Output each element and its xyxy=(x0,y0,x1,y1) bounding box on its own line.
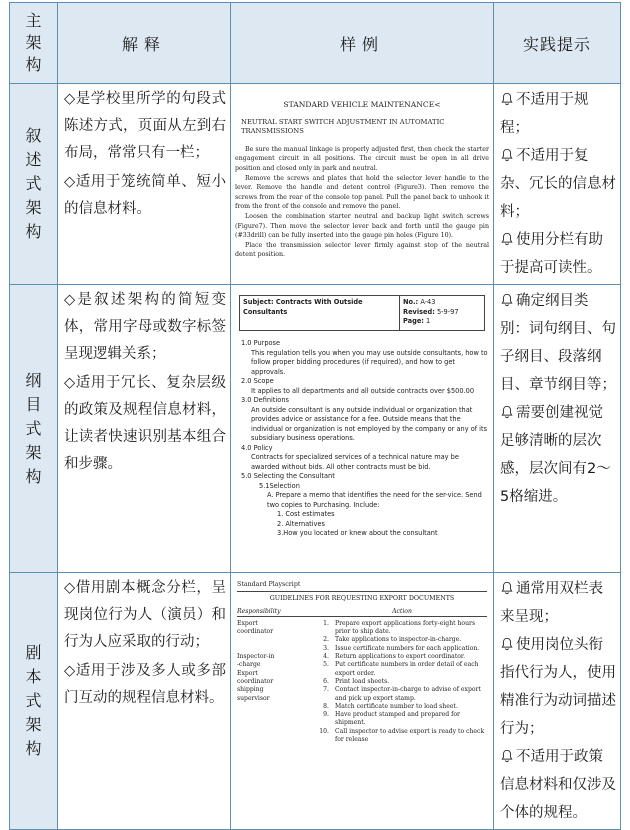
step-text: Print load sheets. xyxy=(335,677,390,685)
outline-line: 1. Cost estimates xyxy=(277,510,335,518)
row-title xyxy=(10,84,58,285)
column-headers xyxy=(237,608,487,617)
tips-cell xyxy=(494,84,621,285)
step-number: 5. xyxy=(323,661,329,669)
explanation-cell xyxy=(58,285,231,573)
tip-item xyxy=(500,743,616,827)
tip-item xyxy=(500,631,616,743)
action-column xyxy=(317,620,487,744)
action-step xyxy=(317,645,487,653)
row-title-char: 架 xyxy=(25,198,42,217)
explanation-point: ◇是学校里所学的句段式陈述方式，页面从左到右布局，常常只有一栏； xyxy=(64,91,226,161)
action-step xyxy=(317,661,487,678)
meta-page xyxy=(403,317,481,327)
playscript-body xyxy=(237,620,487,744)
explanation-point: ◇适用于冗长、复杂层级的政策及规程信息材料，让读者快速识别基本组合和步骤。 xyxy=(64,375,226,472)
action-header: Action xyxy=(392,607,412,615)
responsibility-line: shipping xyxy=(237,686,264,694)
meta-revised xyxy=(403,308,481,318)
step-number: 8. xyxy=(323,702,329,710)
explanation-point: ◇适用于涉及多人或多部门互动的规程信息材料。 xyxy=(64,663,226,706)
step-text: Take applications to inspector-in-charge. xyxy=(335,636,462,644)
row-title-char: 架 xyxy=(25,442,42,462)
bell-icon xyxy=(500,749,514,763)
outline-line: It applies to all departments and all outside contracts over $500.00 xyxy=(251,386,475,395)
step-number: 1. xyxy=(323,619,329,627)
responsibility-line xyxy=(237,645,317,653)
outline-line: 1.0 Purpose xyxy=(241,339,281,347)
subject-box xyxy=(239,295,485,331)
bell-icon xyxy=(500,92,514,106)
outline-example xyxy=(235,295,489,539)
row-title-char: 述 xyxy=(25,150,42,169)
action-step xyxy=(317,620,487,637)
row-title-char: 目 xyxy=(25,394,42,414)
row-title-char: 纲 xyxy=(25,370,42,390)
header-example: 样例 xyxy=(231,3,494,84)
outline-line: 3.How you located or knew about the consultant xyxy=(277,529,438,537)
comparison-table xyxy=(9,2,621,830)
tips-cell xyxy=(494,285,621,573)
tip-item xyxy=(500,575,616,631)
outline-line: 2.0 Scope xyxy=(241,377,274,385)
playscript-label: Standard Playscript xyxy=(237,581,487,592)
action-step xyxy=(317,653,487,661)
example-title: STANDARD VEHICLE MAINTENANCE< xyxy=(283,100,441,109)
example-paragraph: Place the transmission selector lever firmly against stop of the neutral detent position. xyxy=(235,241,489,259)
action-step xyxy=(317,711,487,728)
step-number: 10. xyxy=(319,727,329,735)
tip-text: 确定纲目类别：词句纲目、句子纲目、段落纲目、章节纲目等； xyxy=(500,293,616,393)
header-explanation: 解释 xyxy=(58,3,231,84)
responsibility-line: Export xyxy=(237,669,258,677)
step-number: 3. xyxy=(323,644,329,652)
outline-line: 2. Alternatives xyxy=(277,519,325,528)
tips-cell xyxy=(494,573,621,830)
step-number: 6. xyxy=(323,677,329,685)
row-title-char: 式 xyxy=(25,418,42,438)
row-title-char: 构 xyxy=(25,222,42,241)
responsibility-column xyxy=(237,620,317,744)
step-text: Contact inspector-in-charge to advise of export and pick up export stamp. xyxy=(335,686,481,702)
bell-icon xyxy=(500,148,514,162)
row-title-char: 构 xyxy=(25,466,42,486)
action-step xyxy=(317,678,487,686)
header-char: 构 xyxy=(25,55,42,74)
step-number: 9. xyxy=(323,711,329,719)
tip-item xyxy=(500,287,616,399)
bell-icon xyxy=(500,232,514,246)
outline-body xyxy=(235,339,489,539)
row-playscript xyxy=(10,573,621,830)
responsibility-line: Inspector-in xyxy=(237,653,275,661)
row-outline xyxy=(10,285,621,573)
responsibility-line: -charge xyxy=(237,661,261,669)
step-text: Have product stamped and prepared for shipment. xyxy=(335,711,460,727)
step-text: Call inspector to advise export is ready to check for release xyxy=(335,727,485,744)
tip-text: 通常用双栏表来呈现； xyxy=(500,581,603,625)
outline-line: 5.0 Selecting the Consultant xyxy=(241,472,335,480)
outline-line: 5.1Selection xyxy=(259,481,300,490)
meta-label: Revised: xyxy=(403,307,435,316)
responsibility-line: Export xyxy=(237,619,258,627)
step-number: 7. xyxy=(323,686,329,694)
row-narrative xyxy=(10,84,621,285)
tip-text: 使用岗位头衔指代行为人，使用精准行为动词描述行为； xyxy=(500,637,616,737)
action-step xyxy=(317,686,487,703)
meta-label: Page: xyxy=(403,317,424,325)
bell-icon xyxy=(500,405,514,419)
step-number: 2. xyxy=(323,636,329,644)
example-subtitle: NEUTRAL START SWITCH ADJUSTMENT IN AUTOMATIC TRANSMISSIONS xyxy=(241,117,445,136)
example-paragraph: Loosen the combination starter neutral and backup light switch screws (Figure7). Then move the selector lever back and forth until the gauge pin (#33drill) can be fully inserted into the gauge pin holes (Figure 10). xyxy=(235,212,489,240)
tip-text: 不适用于复杂、冗长的信息材料； xyxy=(500,148,616,220)
bell-icon xyxy=(500,293,514,307)
action-step xyxy=(317,636,487,644)
step-text: Prepare export applications forty-eight hours prior to ship date. xyxy=(335,619,476,636)
explanation-cell xyxy=(58,573,231,830)
example-paragraph: Remove the screws and plates that hold the selector lever handle to the lever. Remove the handle and detent control (Figure3). Then remove the screws from the rear of the console top panel. Pull the panel back to unhook it from the front of the console and remove the panel. xyxy=(235,174,489,211)
tip-item xyxy=(500,399,616,511)
playscript-example xyxy=(235,581,489,744)
meta-value: A-43 xyxy=(420,298,436,306)
outline-line: This regulation tells you when you may use outside consultants, how to follow proper bidding procedures (if required), and how to get approvals. xyxy=(251,348,488,376)
doc-meta xyxy=(400,296,484,330)
outline-line: Contracts for specialized services of a technical nature may be awarded without bids. All other contracts must be bid. xyxy=(251,453,459,471)
meta-value: 5-9-97 xyxy=(436,307,459,316)
outline-line: An outside consultant is any outside individual or organization that provides advice or assistance for a fee. Outside means that the individual or organization is not employed by the company or any of its subsidiary business operations. xyxy=(251,405,488,442)
responsibility-line: supervisor xyxy=(237,694,270,702)
responsibility-line: coordinator xyxy=(237,677,274,685)
meta-label: No.: xyxy=(403,298,419,306)
bell-icon xyxy=(500,581,514,595)
step-text: Issue certificate numbers for each application. xyxy=(335,644,480,652)
action-step xyxy=(317,728,487,745)
outline-line: 4.0 Policy xyxy=(241,443,273,452)
row-title xyxy=(10,573,58,830)
outline-line: 3.0 Definitions xyxy=(241,396,289,404)
responsibility-header: Responsibility xyxy=(237,607,281,615)
tip-item xyxy=(500,226,616,282)
subject-text: Subject: Contracts With Outside Consultants xyxy=(240,296,400,330)
header-char: 架 xyxy=(25,33,42,52)
example-paragraph: Be sure the manual linkage is properly adjusted first, then check the starter engagement circuit in all positions. The circuit must be open in all drive position and closed only in park and neutral. xyxy=(235,145,489,172)
step-text: Put certificate numbers in order detail of each export order. xyxy=(335,661,479,677)
tip-item xyxy=(500,142,616,226)
meta-value: 1 xyxy=(426,317,431,325)
tip-text: 不适用于政策信息材料和仅涉及个体的规程。 xyxy=(500,749,616,821)
row-title-char: 构 xyxy=(25,739,42,758)
header-row xyxy=(10,3,621,84)
tip-text: 不适用于规程； xyxy=(500,92,589,136)
example-cell xyxy=(231,84,494,285)
example-cell xyxy=(231,285,494,573)
row-title-char: 架 xyxy=(25,715,42,734)
step-text: Return applications to export coordinator. xyxy=(335,653,466,661)
row-title-char: 式 xyxy=(25,691,42,710)
narrative-example xyxy=(235,88,489,260)
row-title-char: 式 xyxy=(25,174,42,193)
row-title-char: 叙 xyxy=(25,126,42,145)
row-title xyxy=(10,285,58,573)
action-step xyxy=(317,703,487,711)
example-cell xyxy=(231,573,494,830)
explanation-point: ◇借用剧本概念分栏，呈现岗位行为人（演员）和行为人应采取的行动； xyxy=(64,580,226,650)
example-title: GUIDELINES FOR REQUESTING EXPORT DOCUMENTS xyxy=(269,595,455,603)
tip-text: 使用分栏有助于提高可读性。 xyxy=(500,232,603,276)
outline-line: A. Prepare a memo that identifies the need for the ser-vice. Send two copies to Purchasing. Include: xyxy=(267,491,482,509)
tip-item xyxy=(500,86,616,142)
tip-text: 需要创建视觉足够清晰的层次感，层次间有2～5格缩进。 xyxy=(500,405,611,505)
row-title-char: 剧 xyxy=(25,643,42,662)
header-tips: 实践提示 xyxy=(494,3,621,84)
row-title-char: 本 xyxy=(25,667,42,686)
explanation-cell xyxy=(58,84,231,285)
step-number: 4. xyxy=(323,653,329,661)
header-main-structure xyxy=(10,3,58,84)
explanation-point: ◇适用于笼统简单、短小的信息材料。 xyxy=(64,174,226,217)
responsibility-line xyxy=(237,636,317,644)
bell-icon xyxy=(500,637,514,651)
meta-no xyxy=(403,298,481,308)
explanation-point: ◇是叙述架构的简短变体，常用字母或数字标签呈现逻辑关系； xyxy=(64,292,226,362)
responsibility-line: coordinator xyxy=(237,628,274,636)
step-text: Match certificate number to load sheet. xyxy=(335,702,458,710)
header-char: 主 xyxy=(25,11,42,30)
